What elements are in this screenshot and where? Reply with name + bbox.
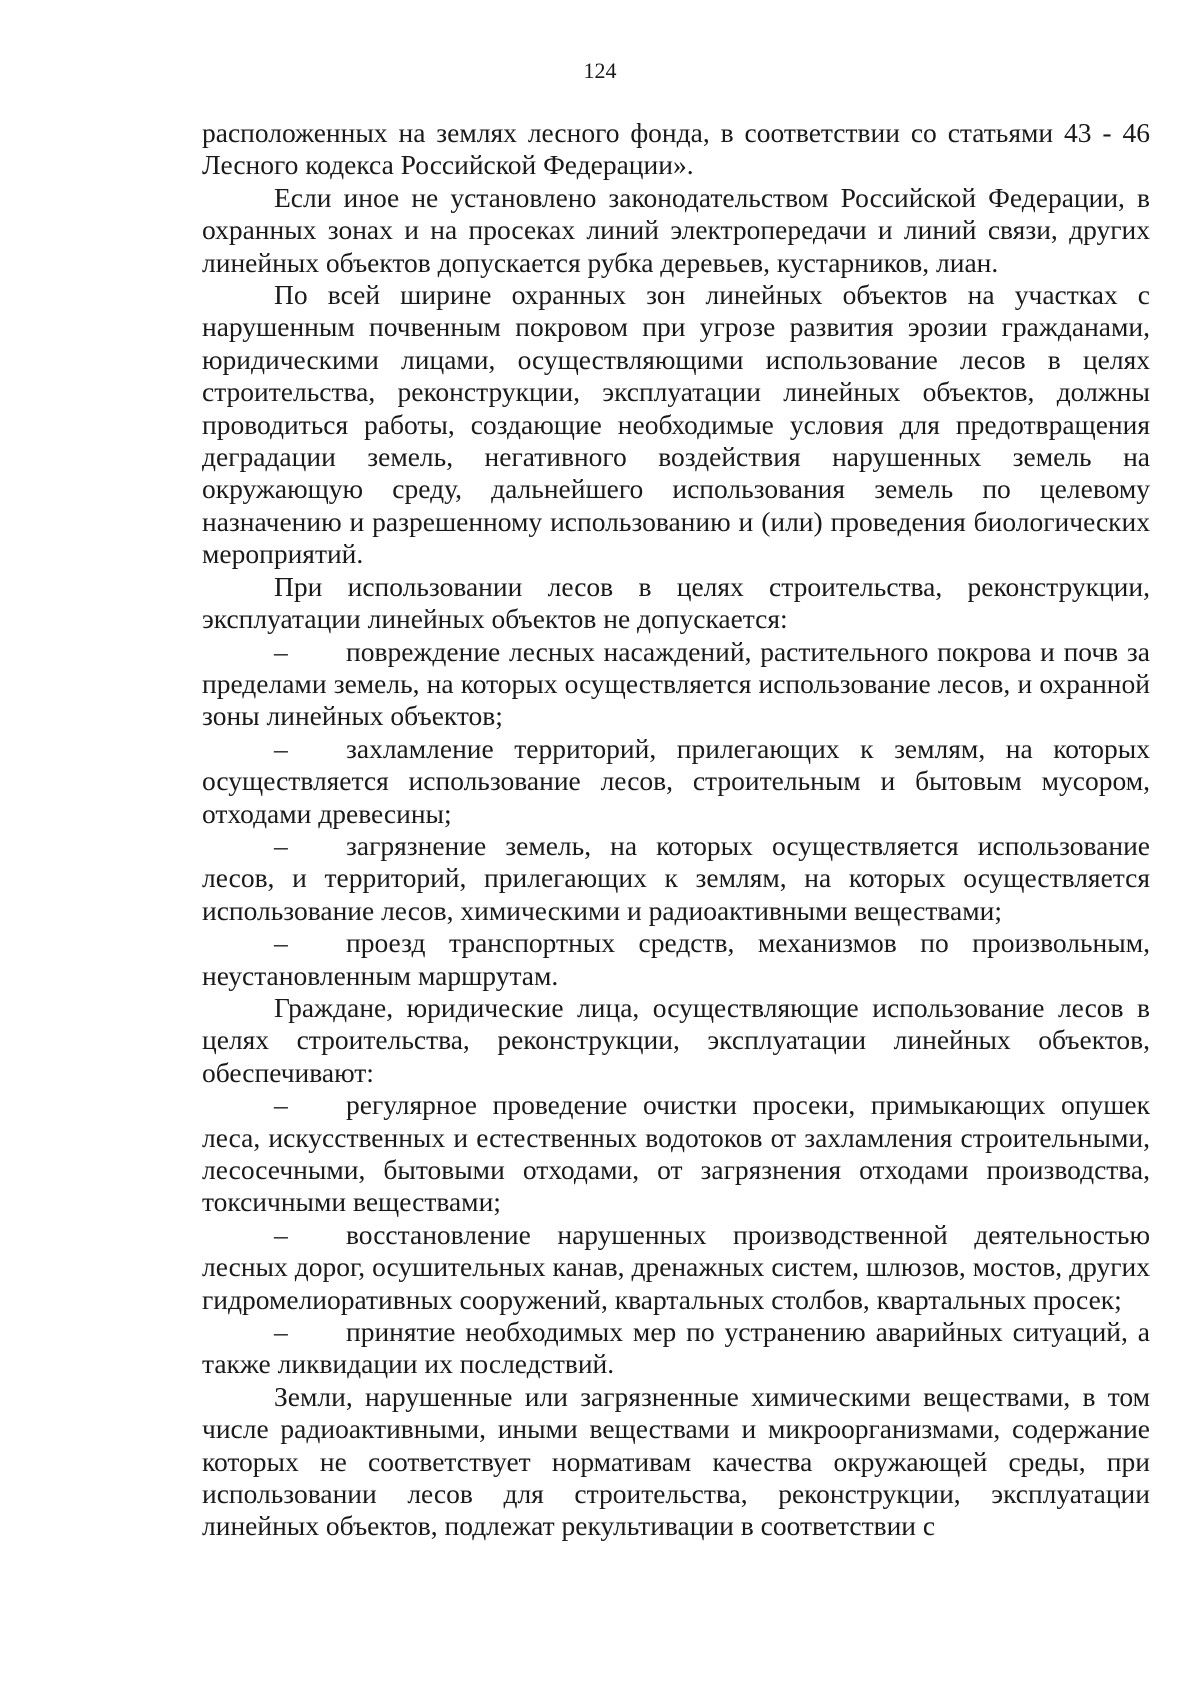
bullet-dash: –	[274, 1316, 288, 1348]
bullet-text: восстановление нарушенных производственной деятельностью лесных дорог, осушительных канав, дренажных систем, шлюзов, мостов, других гидромелиоративных сооружений, квартальных столбов, квартальных просек;	[202, 1218, 1150, 1315]
bullet-item	[202, 1316, 1150, 1381]
paragraph: Граждане, юридические лица, осуществляющие использование лесов в целях строительства, реконструкции, эксплуатации линейных объектов, обеспечивают:	[202, 991, 1150, 1088]
document-body	[202, 117, 1150, 1543]
continuation-paragraph: расположенных на землях лесного фонда, в соответствии со статьями 43 - 46 Лесного кодекса Российской Федерации».	[202, 117, 1150, 181]
bullet-text: захламление территорий, прилегающих к землям, на которых осуществляется использование лесов, строительным и бытовым мусором, отходами древесины;	[202, 732, 1150, 829]
bullet-item	[202, 830, 1150, 927]
paragraph: Если иное не установлено законодательством Российской Федерации, в охранных зонах и на просеках линий электропередачи и линий связи, других линейных объектов допускается рубка деревьев, кустарников, лиан.	[202, 181, 1150, 278]
bullet-text: повреждение лесных насаждений, растительного покрова и почв за пределами земель, на которых осуществляется использование лесов, и охранной зоны линейных объектов;	[202, 635, 1150, 732]
bullet-dash: –	[274, 1218, 288, 1250]
bullet-dash: –	[274, 829, 288, 861]
paragraph: Земли, нарушенные или загрязненные химическими веществами, в том числе радиоактивными, иными веществами и микроорганизмами, содержание которых не соответствует нормативам качества окружающей среды, при использовании лесов для строительства, реконструкции, эксплуатации линейных объектов, подлежат рекультивации в соответствии с	[202, 1380, 1150, 1542]
bullet-item	[202, 636, 1150, 733]
bullet-item	[202, 927, 1150, 992]
bullet-text: принятие необходимых мер по устранению аварийных ситуаций, а также ликвидации их последствий.	[202, 1316, 1150, 1380]
paragraph: При использовании лесов в целях строительства, реконструкции, эксплуатации линейных объектов не допускается:	[202, 570, 1150, 635]
bullet-item	[202, 733, 1150, 830]
bullet-dash: –	[274, 635, 288, 667]
bullet-item	[202, 1219, 1150, 1316]
bullet-text: проезд транспортных средств, механизмов по произвольным, неустановленным маршрутам.	[202, 927, 1150, 991]
bullet-text: регулярное проведение очистки просеки, примыкающих опушек леса, искусственных и естественных водотоков от захламления строительными, лесосечными, бытовыми отходами, от загрязнения отходами производства, токсичными веществами;	[202, 1089, 1150, 1218]
bullet-text: загрязнение земель, на которых осуществляется использование лесов, и территорий, прилегающих к землям, на которых осуществляется использование лесов, химическими и радиоактивными веществами;	[202, 829, 1150, 926]
page-number: 124	[583, 58, 617, 83]
bullet-dash: –	[274, 1089, 288, 1121]
paragraph: По всей ширине охранных зон линейных объектов на участках с нарушенным почвенным покровом при угрозе развития эрозии гражданами, юридическими лицами, осуществляющими использование лесов в целях строительства, реконструкции, эксплуатации линейных объектов, должны проводиться работы, создающие необходимые условия для предотвращения деградации земель, негативного воздействия нарушенных земель на окружающую среду, дальнейшего использования земель по целевому назначению и разрешенному использованию и (или) проведения биологических мероприятий.	[202, 279, 1150, 570]
bullet-dash: –	[274, 927, 288, 959]
bullet-item	[202, 1089, 1150, 1219]
bullet-dash: –	[274, 732, 288, 764]
